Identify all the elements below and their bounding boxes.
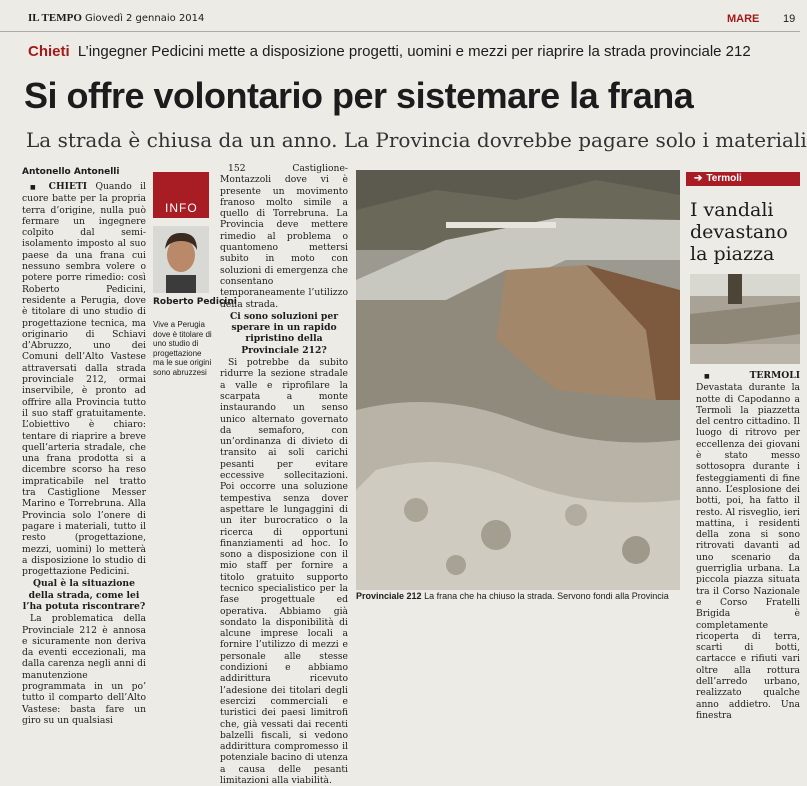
col2-paragraph-2: Si potrebbe da subito ridurre la sezione stradale a valle e riprofilare la scarpata a monte instaurando un senso unico alternato governato da semaforo, con un’ordinanza di divieto di transito ai soli carichi pesanti per evitare eccessive sollecitazioni. Poi occorre una soluzione tempestiva senza dover aspettare le lungaggini di un iter burocratico o la ricerca di opportuni finanziamenti ad hoc. Io sono a disposizione con il mio staff per fornire a titolo gratuito supporto tecnico specialistico per la fase progettuale ed operativa. Abbiamo già sondato la disponibilità di alcune imprese locali a fornire l’utilizzo di mezzi e personale alle stesse condizioni e abbiamo addirittura ricevuto l’adesione dei titolari degli esercizi commerciali e turistici dei paesi limitrofi che, già vessati dai recenti balzelli fiscali, si vedono addirittura compromesso il potenziale bacino di utenza a causa delle pesanti limitazioni alla viabilità. [220,357,348,786]
sidebar-photo [690,274,800,364]
sidebar-column [696,370,800,721]
portrait-photo [153,226,209,293]
bio-name: Roberto Pedicini [153,297,237,307]
col1-paragraph-1: Quando il cuore batte per la propria terra d’origine, nulla può fermare un ingegnere colpito dal semi-isolamento imposto al suo paese da una frana cui nessuno sembra volere o potere porre rimedio: così Roberto Pedicini, residente a Perugia, dove è titolare di uno studio di progettazione tecnica, ma originario di Schiavi d’Abruzzo, uno dei Comuni dell’Alto Vastese attraversati dalla strada provinciale 212, ormai inservibile, è pronto ad offrire alla Provincia tutto il suo staff gratuitamente. L’obiettivo è chiaro: tentare di riaprire a breve quell’arteria stradale, che una frana prodotta si a dicembre scorso ha reso impraticabile nel tratto tra Castiglione Messer Marino e Torrebruna. Alla Provincia solo l’onere di pagare i materiali, tutto il resto (progettazione, mezzi, uomini) lo metterà a disposizione lo studio di progettazione Pedicini. [22,181,146,578]
headline: Si offre volontario per sistemare la frana [24,75,694,116]
caption-text: La frana che ha chiuso la strada. Servono fondi alla Provincia [424,591,669,601]
kicker-text: L’ingegner Pedicini mette a disposizione progetti, uomini e mezzi per riaprire la strada provinciale 212 [77,43,751,60]
masthead: IL TEMPO [28,12,82,24]
sidebar-dateline: ■ TERMOLI [704,370,800,381]
arrow-right-icon: ➔ [694,173,703,184]
col1-question: Qual è la situazione della strada, come lei l’ha potuta riscontrare? [22,578,146,612]
sidebar-text: Devastata durante la notte di Capodanno a Termoli la piazzetta del centro cittadino. Il luogo di ritrovo per eccellenza dei giovani è stato messo sottosopra durante i festeggiamenti di fine anno. L’esplosione dei botti, poi, ha fatto il resto. Al risveglio, ieri mattina, i residenti della zona si sono ritrovati davanti ad uno scenario da guerriglia urbana. La piccola piazza situata tra il Corso Nazionale e Corso Fratelli Brigida è completamente ricoperta di terra, scarti di botti, cartacce e rifiuti vari oltre alla rottura dell’arredo urbano, realizzato qualche anno addietro. Una finestra [696,382,800,721]
info-label: INFO [165,201,198,215]
kicker [28,43,751,60]
photo-caption [356,591,669,601]
kicker-place: Chieti [28,43,70,60]
byline: Antonello Antonelli [22,167,120,177]
bio-text: Vive a Perugia dove è titolare di uno studio di progettazione ma le sue origini sono abruzzesi [153,320,212,377]
page-number: 19 [783,13,796,25]
dateline: ■ CHIETI [30,181,87,192]
article-column-2 [220,163,348,786]
sidebar-headline: I vandali devastano la piazza [690,199,788,265]
col2-question: Ci sono soluzioni per sperare in un rapido ripristino della Provinciale 212? [229,310,339,356]
landslide-photo [356,170,680,590]
issue-date: Giovedì 2 gennaio 2014 [85,13,205,24]
col1-paragraph-2: La problematica della Provinciale 212 è annosa e sicuramente non deriva da eventi eccezionali, ma dalla carenza negli anni di manutenzione programmata in un po’ tutto il comparto dell’Alto Vastese: basta fare un giro su un qualsiasi [22,613,146,726]
article-column-1 [22,181,146,726]
subheadline: La strada è chiusa da un anno. La Provincia dovrebbe pagare solo i materiali [26,128,807,152]
info-box [153,172,209,218]
caption-bold: Provinciale 212 [356,591,422,601]
col2-paragraph-1: 152 Castiglione-Montazzoli dove vi è presente un movimento franoso molto simile a quello di Torrebruna. La Provincia deve mettere rimedio al problema o quantomeno mettersi subito in moto con soluzioni di emergenza che consentano temporaneamente l’utilizzo della strada. [220,163,348,310]
section-name: MARE [727,13,760,25]
sidebar-tag: ➔ Termoli [686,172,800,186]
page-header [0,10,800,32]
